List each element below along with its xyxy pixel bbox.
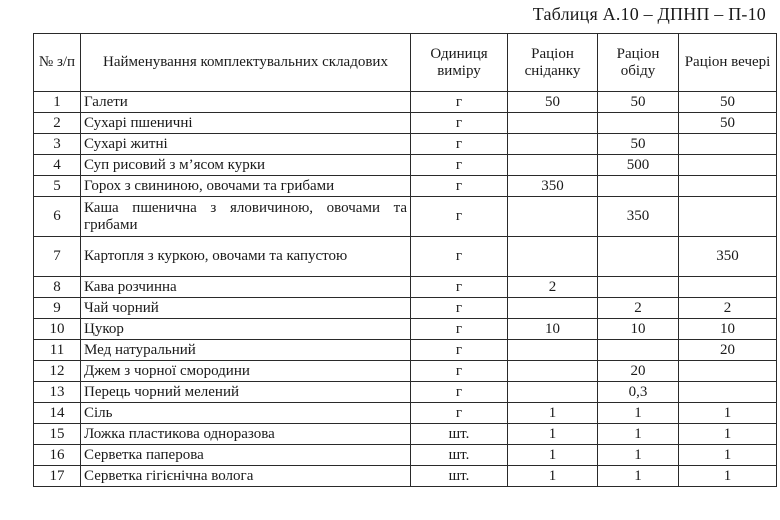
row-name: Мед натуральний: [81, 340, 411, 361]
row-breakfast: [508, 237, 598, 277]
row-dinner: 50: [679, 113, 777, 134]
row-name: Кава розчинна: [81, 277, 411, 298]
row-num: 14: [34, 403, 81, 424]
row-lunch: 1: [598, 424, 679, 445]
table-row: [34, 361, 777, 382]
row-unit: г: [411, 113, 508, 134]
row-breakfast: 350: [508, 176, 598, 197]
row-dinner: 1: [679, 466, 777, 487]
row-unit: г: [411, 340, 508, 361]
table-header-row: [34, 34, 777, 92]
table-row: [34, 134, 777, 155]
row-breakfast: [508, 340, 598, 361]
row-name: Ложка пластикова одноразова: [81, 424, 411, 445]
row-breakfast: [508, 382, 598, 403]
row-lunch: 10: [598, 319, 679, 340]
row-breakfast: 50: [508, 92, 598, 113]
header-breakfast: Раціон сніданку: [508, 34, 598, 92]
header-name: Найменування комплектувальних складових: [81, 34, 411, 92]
row-num: 6: [34, 197, 81, 237]
row-unit: г: [411, 403, 508, 424]
table-row: [34, 319, 777, 340]
table-row: [34, 466, 777, 487]
row-unit: г: [411, 92, 508, 113]
row-breakfast: 1: [508, 445, 598, 466]
row-lunch: 350: [598, 197, 679, 237]
row-lunch: 2: [598, 298, 679, 319]
ration-table: [33, 33, 777, 487]
row-dinner: 350: [679, 237, 777, 277]
row-lunch: [598, 113, 679, 134]
row-unit: шт.: [411, 424, 508, 445]
table-row: [34, 382, 777, 403]
row-unit: г: [411, 134, 508, 155]
row-name: Горох з свининою, овочами та грибами: [81, 176, 411, 197]
table-caption: Таблиця А.10 – ДПНП – П-10: [532, 4, 766, 24]
header-num: № з/п: [34, 34, 81, 92]
row-dinner: 1: [679, 445, 777, 466]
row-num: 7: [34, 237, 81, 277]
row-unit: шт.: [411, 445, 508, 466]
row-breakfast: [508, 113, 598, 134]
row-dinner: [679, 277, 777, 298]
row-unit: г: [411, 361, 508, 382]
row-breakfast: 1: [508, 466, 598, 487]
header-lunch: Раціон обіду: [598, 34, 679, 92]
row-dinner: [679, 197, 777, 237]
row-breakfast: [508, 155, 598, 176]
row-num: 3: [34, 134, 81, 155]
row-dinner: 2: [679, 298, 777, 319]
row-unit: г: [411, 176, 508, 197]
row-unit: г: [411, 382, 508, 403]
row-lunch: [598, 340, 679, 361]
row-num: 8: [34, 277, 81, 298]
row-lunch: 1: [598, 403, 679, 424]
row-breakfast: 1: [508, 424, 598, 445]
row-breakfast: 2: [508, 277, 598, 298]
row-unit: г: [411, 319, 508, 340]
row-lunch: 50: [598, 134, 679, 155]
row-lunch: [598, 237, 679, 277]
row-name: Серветка паперова: [81, 445, 411, 466]
row-unit: шт.: [411, 466, 508, 487]
table-row: [34, 445, 777, 466]
table-row: [34, 424, 777, 445]
row-name: Сухарі житні: [81, 134, 411, 155]
row-num: 4: [34, 155, 81, 176]
table-row: [34, 403, 777, 424]
table-row: [34, 113, 777, 134]
row-dinner: [679, 382, 777, 403]
row-breakfast: 10: [508, 319, 598, 340]
row-name: Картопля з куркою, овочами та капустою: [81, 237, 411, 277]
row-name: Сухарі пшеничні: [81, 113, 411, 134]
row-breakfast: 1: [508, 403, 598, 424]
table-row: [34, 155, 777, 176]
row-dinner: [679, 134, 777, 155]
row-breakfast: [508, 134, 598, 155]
header-dinner: Раціон вечері: [679, 34, 777, 92]
row-lunch: 500: [598, 155, 679, 176]
row-dinner: 20: [679, 340, 777, 361]
table-row: [34, 176, 777, 197]
row-unit: г: [411, 197, 508, 237]
row-unit: г: [411, 277, 508, 298]
row-unit: г: [411, 237, 508, 277]
row-lunch: 1: [598, 445, 679, 466]
table-row: [34, 298, 777, 319]
table-row: [34, 340, 777, 361]
row-unit: г: [411, 155, 508, 176]
header-unit: Одиниця виміру: [411, 34, 508, 92]
row-dinner: [679, 361, 777, 382]
row-unit: г: [411, 298, 508, 319]
row-dinner: 1: [679, 424, 777, 445]
row-name: Джем з чорної смородини: [81, 361, 411, 382]
row-num: 17: [34, 466, 81, 487]
row-num: 5: [34, 176, 81, 197]
row-name: Серветка гігієнічна волога: [81, 466, 411, 487]
table-row: [34, 237, 777, 277]
row-num: 10: [34, 319, 81, 340]
row-num: 1: [34, 92, 81, 113]
row-dinner: 1: [679, 403, 777, 424]
row-breakfast: [508, 361, 598, 382]
table-row: [34, 197, 777, 237]
row-num: 9: [34, 298, 81, 319]
row-lunch: [598, 277, 679, 298]
row-name: Каша пшенична з яловичиною, овочами та грибами: [81, 197, 411, 237]
table-row: [34, 277, 777, 298]
row-num: 2: [34, 113, 81, 134]
row-name: Перець чорний мелений: [81, 382, 411, 403]
row-name: Цукор: [81, 319, 411, 340]
row-dinner: 50: [679, 92, 777, 113]
row-lunch: 0,3: [598, 382, 679, 403]
row-name: Чай чорний: [81, 298, 411, 319]
table-row: [34, 92, 777, 113]
row-lunch: 50: [598, 92, 679, 113]
row-lunch: 1: [598, 466, 679, 487]
row-breakfast: [508, 197, 598, 237]
row-num: 13: [34, 382, 81, 403]
row-name: Суп рисовий з м’ясом курки: [81, 155, 411, 176]
row-name: Галети: [81, 92, 411, 113]
row-dinner: [679, 155, 777, 176]
row-lunch: 20: [598, 361, 679, 382]
row-lunch: [598, 176, 679, 197]
row-dinner: 10: [679, 319, 777, 340]
row-dinner: [679, 176, 777, 197]
row-num: 16: [34, 445, 81, 466]
row-name: Сіль: [81, 403, 411, 424]
row-breakfast: [508, 298, 598, 319]
row-num: 12: [34, 361, 81, 382]
row-num: 15: [34, 424, 81, 445]
row-num: 11: [34, 340, 81, 361]
